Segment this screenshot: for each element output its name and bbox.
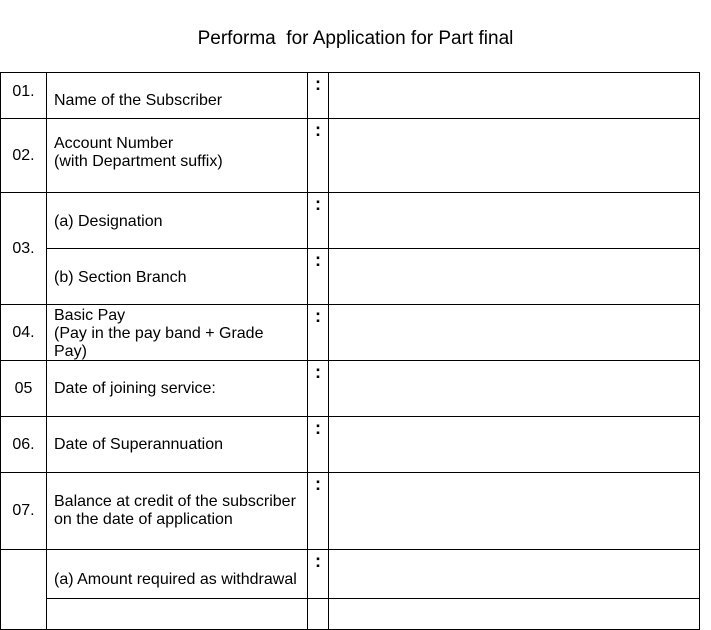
field-label: Balance at credit of the subscriber on the date of application [47,473,308,550]
section-branch-field[interactable] [329,249,700,305]
row-date-of-superannuation [1,417,700,473]
row-number: 07. [1,473,47,550]
field-label: Basic Pay (Pay in the pay band + Grade Pay) [47,305,308,361]
colon-separator [308,599,329,630]
colon-separator: : [308,417,329,473]
colon-separator: : [308,119,329,193]
field-label [47,599,308,630]
form-title: Performa for Application for Part final [197,28,514,49]
date-of-superannuation-field[interactable] [329,417,700,473]
field-label: (a) Amount required as withdrawal [47,550,308,599]
account-number-field[interactable] [329,119,700,193]
colon-separator: : [308,193,329,249]
subscriber-name-field[interactable] [329,73,700,119]
row-designation [1,193,700,249]
row-account-number [1,119,700,193]
row-section-branch [1,249,700,305]
basic-pay-field[interactable] [329,305,700,361]
row-number: 04. [1,305,47,361]
field-label: Date of joining service: [47,361,308,417]
row-date-of-joining [1,361,700,417]
colon-separator: : [308,249,329,305]
colon-separator: : [308,473,329,550]
field-label: Account Number (with Department suffix) [47,119,308,193]
balance-at-credit-field[interactable] [329,473,700,550]
colon-separator: : [308,361,329,417]
field-label: Date of Superannuation [47,417,308,473]
withdrawal-amount-field[interactable] [329,550,700,599]
field-label: Name of the Subscriber [47,73,308,119]
row-number [1,550,47,630]
application-form-table [0,72,700,630]
row-subscriber-name [1,73,700,119]
colon-separator: : [308,73,329,119]
colon-separator: : [308,550,329,599]
designation-field[interactable] [329,193,700,249]
row-basic-pay [1,305,700,361]
row-number: 05 [1,361,47,417]
row-continuation [1,599,700,630]
row-number: 03. [1,193,47,305]
field-label: (b) Section Branch [47,249,308,305]
row-withdrawal-amount [1,550,700,599]
continuation-field[interactable] [329,599,700,630]
row-number: 02. [1,119,47,193]
field-label: (a) Designation [47,193,308,249]
row-number: 01. [1,73,47,119]
date-of-joining-field[interactable] [329,361,700,417]
row-number: 06. [1,417,47,473]
row-balance-at-credit [1,473,700,550]
colon-separator: : [308,305,329,361]
